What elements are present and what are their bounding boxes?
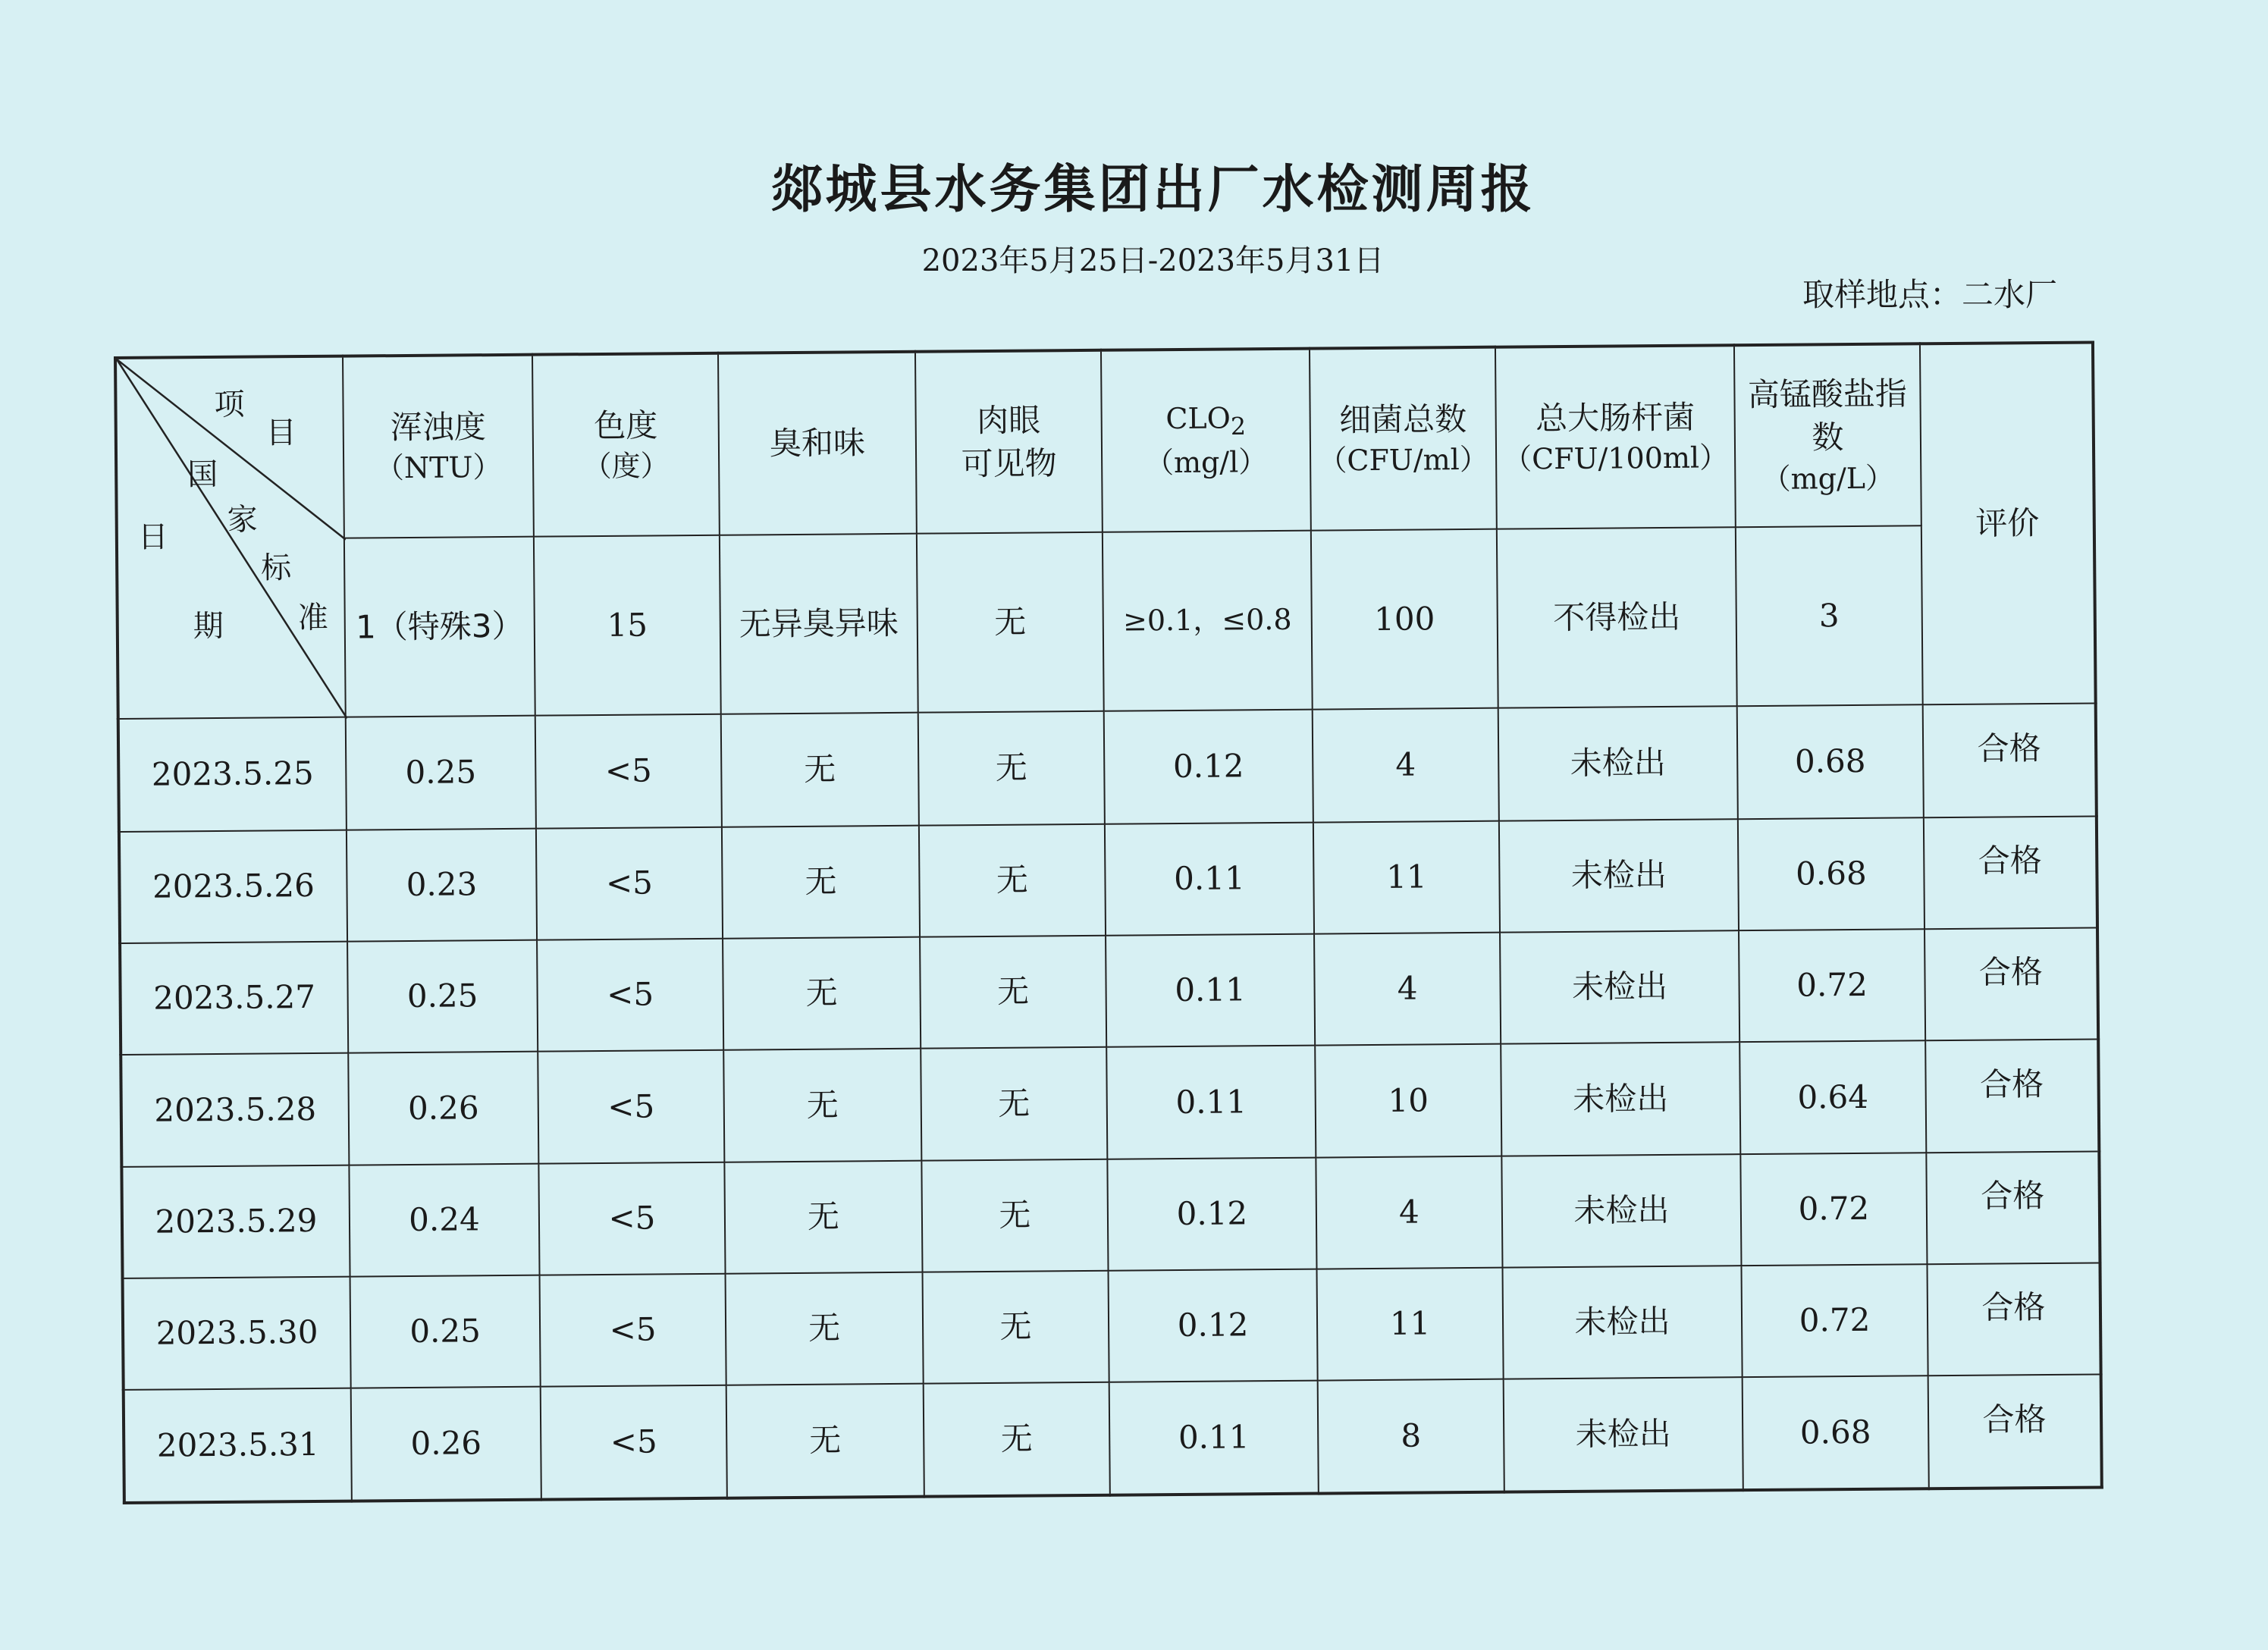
header-turbidity: [343, 355, 534, 538]
row-evaluation: 合格: [1924, 816, 2097, 929]
standard-color: 15: [534, 535, 721, 716]
header-clo2-subscript: 2: [1230, 412, 1247, 441]
row-bacteria-total: 10: [1315, 1044, 1501, 1158]
row-turbidity: 0.26: [351, 1387, 541, 1501]
row-turbidity: 0.26: [348, 1052, 538, 1165]
row-color: <5: [538, 1050, 724, 1164]
standard-visible-matter: 无: [917, 532, 1104, 713]
row-evaluation: 合格: [1926, 1151, 2100, 1264]
row-visible-matter: 无: [923, 1271, 1109, 1384]
row-permanganate: 0.72: [1739, 929, 1925, 1042]
row-odor-taste: 无: [722, 826, 920, 939]
header-coliform: [1495, 345, 1736, 529]
header-evaluation-label: 评价: [1975, 504, 2040, 542]
row-evaluation: 合格: [1925, 927, 2098, 1040]
row-clo2: 0.11: [1109, 1381, 1319, 1495]
row-date: 2023.5.31: [124, 1388, 352, 1503]
header-permanganate-unit: （mg/L）: [1761, 461, 1895, 496]
header-color-unit: （度）: [582, 449, 670, 484]
header-permanganate: [1734, 343, 1921, 527]
row-odor-taste: 无: [724, 1161, 922, 1274]
row-coliform: 未检出: [1502, 1266, 1742, 1379]
row-coliform: 未检出: [1501, 1042, 1740, 1156]
row-date: 2023.5.30: [123, 1277, 351, 1390]
row-turbidity: 0.25: [347, 940, 538, 1053]
table-row: [118, 703, 2097, 831]
header-odor-taste: [718, 352, 917, 535]
row-coliform: 未检出: [1504, 1377, 1743, 1492]
row-color: <5: [537, 939, 723, 1052]
row-evaluation: 合格: [1927, 1263, 2100, 1376]
header-turbidity-label: 浑浊度: [390, 407, 486, 446]
row-permanganate: 0.72: [1741, 1264, 1928, 1377]
row-color: <5: [541, 1385, 727, 1500]
row-visible-matter: 无: [921, 1047, 1107, 1161]
row-turbidity: 0.25: [346, 716, 536, 830]
row-color: <5: [535, 714, 722, 829]
standard-turbidity: 1（特殊3）: [344, 537, 535, 717]
row-evaluation: 合格: [1923, 703, 2097, 817]
header-evaluation: [1920, 343, 2096, 705]
row-permanganate: 0.68: [1737, 704, 1924, 819]
row-coliform: 未检出: [1500, 930, 1739, 1043]
header-turbidity-unit: （NTU）: [375, 450, 502, 485]
table-row: [121, 1151, 2100, 1278]
report-sheet: [114, 341, 2100, 1504]
standard-row: [117, 524, 2096, 718]
row-visible-matter: 无: [924, 1382, 1110, 1497]
row-clo2: 0.12: [1104, 710, 1313, 824]
row-odor-taste: 无: [721, 713, 919, 827]
row-permanganate: 0.68: [1743, 1376, 1929, 1490]
header-clo2: [1101, 349, 1311, 532]
corner-label-guo: 国: [187, 456, 218, 493]
header-bacteria-total-label: 细菌总数: [1338, 400, 1467, 438]
table-row: [119, 816, 2097, 943]
table-row: [124, 1374, 2102, 1502]
row-permanganate: 0.72: [1740, 1153, 1927, 1266]
row-odor-taste: 无: [726, 1384, 924, 1498]
standard-coliform: 不得检出: [1497, 527, 1737, 707]
row-date: 2023.5.29: [121, 1165, 350, 1278]
row-visible-matter: 无: [920, 936, 1106, 1049]
row-turbidity: 0.24: [349, 1164, 539, 1277]
row-date: 2023.5.27: [120, 942, 348, 1055]
row-permanganate: 0.68: [1738, 817, 1925, 930]
row-bacteria-total: 11: [1317, 1268, 1504, 1381]
header-clo2-unit: （mg/l）: [1144, 445, 1268, 480]
row-turbidity: 0.23: [347, 829, 537, 942]
table-row: [121, 1039, 2099, 1166]
row-turbidity: 0.25: [350, 1275, 541, 1388]
corner-label-jia: 家: [227, 502, 258, 538]
row-odor-taste: 无: [723, 937, 921, 1050]
header-visible-matter-label: 肉眼: [976, 401, 1041, 439]
corner-label-ri: 日: [137, 519, 169, 555]
corner-label-xiang: 项: [214, 387, 245, 422]
water-quality-table: [114, 340, 2103, 1504]
row-bacteria-total: 4: [1314, 933, 1501, 1046]
row-clo2: 0.12: [1109, 1269, 1318, 1382]
corner-label-zhun: 准: [297, 600, 328, 636]
table-row: [120, 927, 2098, 1054]
corner-header-cell: [115, 356, 346, 719]
row-visible-matter: 无: [919, 824, 1106, 937]
row-clo2: 0.12: [1107, 1158, 1316, 1271]
row-clo2: 0.11: [1105, 823, 1314, 936]
header-permanganate-label: 高锰酸盐指数: [1747, 375, 1908, 456]
row-evaluation: 合格: [1925, 1039, 2099, 1153]
header-color: [532, 353, 720, 537]
corner-label-mu: 目: [265, 416, 296, 451]
row-bacteria-total: 4: [1313, 708, 1499, 823]
header-visible-matter-label-2: 可见物: [961, 444, 1057, 482]
sampling-location: 取样地点：二水厂: [1802, 276, 2057, 313]
row-date: 2023.5.25: [118, 717, 347, 832]
standard-odor-taste: 无异臭异味: [720, 534, 918, 714]
row-color: <5: [538, 1162, 725, 1275]
row-coliform: 未检出: [1498, 706, 1738, 820]
standard-clo2: ≥0.1，≤0.8: [1103, 531, 1313, 711]
date-range: 2023年5月25日-2023年5月31日: [921, 243, 1385, 278]
row-bacteria-total: 11: [1313, 821, 1500, 934]
row-coliform: 未检出: [1501, 1154, 1741, 1267]
standard-bacteria-total: 100: [1311, 529, 1498, 710]
header-bacteria-total: [1310, 347, 1497, 531]
header-coliform-label: 总大肠杆菌: [1535, 398, 1696, 437]
row-date: 2023.5.28: [121, 1053, 349, 1167]
standard-permanganate: 3: [1736, 525, 1923, 706]
row-permanganate: 0.64: [1739, 1040, 1926, 1154]
row-bacteria-total: 8: [1318, 1379, 1504, 1494]
row-evaluation: 合格: [1928, 1374, 2102, 1488]
row-visible-matter: 无: [921, 1159, 1108, 1272]
row-odor-taste: 无: [726, 1272, 924, 1385]
header-bacteria-total-unit: （CFU/ml）: [1318, 442, 1489, 478]
header-color-label: 色度: [594, 406, 658, 444]
header-odor-taste-label: 臭和味: [769, 424, 866, 463]
row-color: <5: [536, 827, 723, 940]
corner-label-biao: 标: [261, 551, 292, 586]
row-bacteria-total: 4: [1316, 1156, 1502, 1269]
header-visible-matter: [915, 350, 1103, 534]
row-date: 2023.5.26: [119, 830, 347, 943]
header-row: [115, 343, 2094, 540]
row-visible-matter: 无: [918, 711, 1105, 826]
corner-label-qi: 期: [193, 608, 224, 645]
row-color: <5: [540, 1274, 726, 1387]
table-row: [123, 1263, 2101, 1389]
row-clo2: 0.11: [1106, 934, 1315, 1047]
report-title: 郯城县水务集团出厂水检测周报: [770, 160, 1536, 220]
header-clo2-label: CLO: [1165, 401, 1231, 435]
row-coliform: 未检出: [1499, 819, 1739, 932]
row-clo2: 0.11: [1106, 1046, 1316, 1159]
header-coliform-unit: （CFU/100ml）: [1502, 441, 1729, 476]
row-odor-taste: 无: [723, 1049, 921, 1162]
